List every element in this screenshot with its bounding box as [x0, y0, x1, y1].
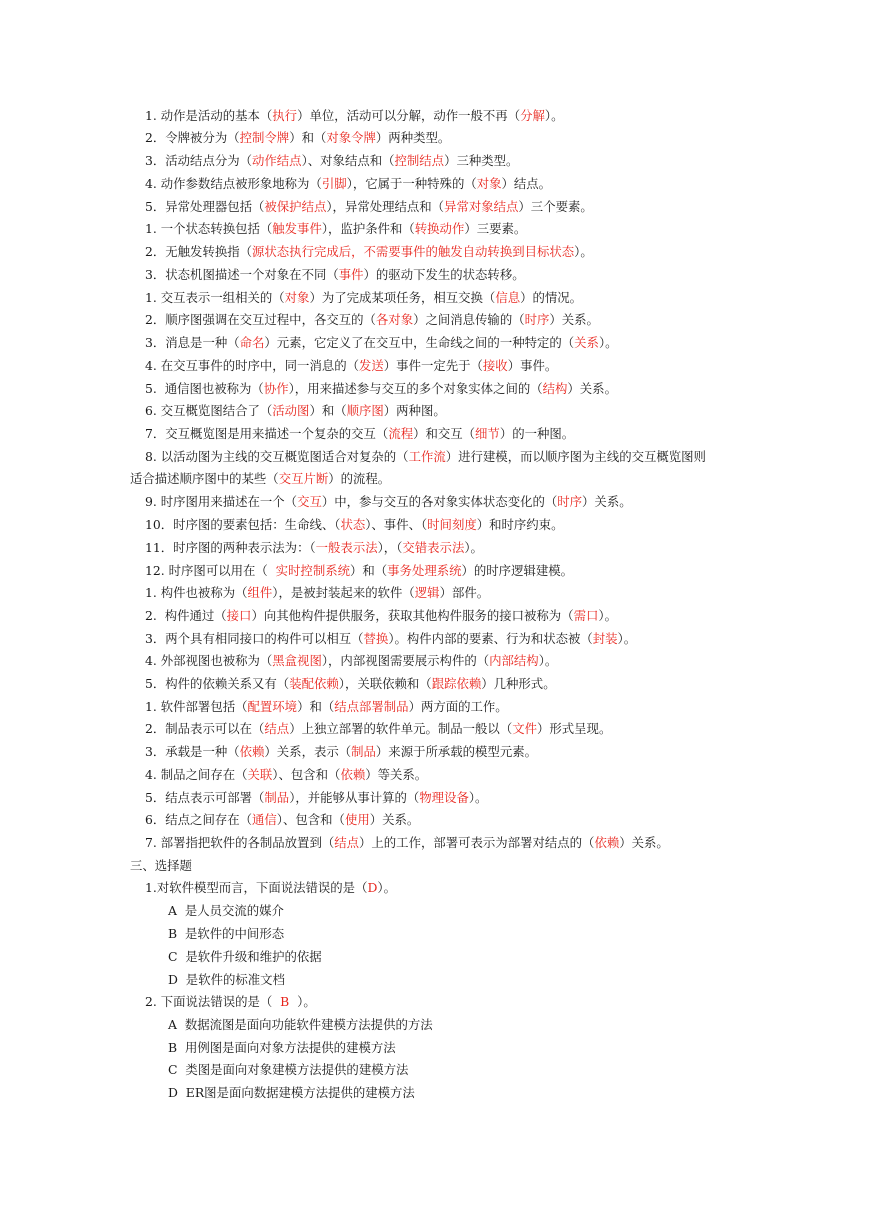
- answer-text: 实时控制系统: [275, 563, 350, 578]
- text-line: [168, 972, 285, 988]
- text-segment: ）。: [544, 108, 564, 123]
- answer-text: 替换: [363, 631, 389, 646]
- answer-text: 事务处理系统: [387, 563, 462, 578]
- answer-text: 转换动作: [414, 221, 465, 236]
- text-segment: ）。构件内部的要素、行为和状态被（: [388, 631, 593, 646]
- text-segment: ）和（: [289, 130, 327, 145]
- answer-text: 跟踪依赖: [431, 676, 482, 691]
- answer-text: 流程: [388, 426, 414, 441]
- text-line: [145, 199, 593, 215]
- text-segment: ），它属于一种特殊的（: [346, 176, 477, 191]
- answer-text: 动作结点: [252, 153, 302, 168]
- text-line: [145, 312, 599, 328]
- text-segment: ）两种图。: [383, 403, 446, 418]
- text-segment: 3．两个具有相同接口的构件可以相互（: [145, 631, 364, 646]
- text-segment: ），是被封装起来的软件（: [272, 585, 415, 600]
- text-line: [145, 699, 508, 715]
- answer-text: 配置环境: [247, 699, 298, 714]
- text-line: [145, 130, 450, 146]
- text-segment: ）的一种图。: [499, 426, 575, 441]
- text-line: [145, 812, 419, 828]
- answer-text: 时间刻度: [427, 517, 477, 532]
- answer-text: 物理设备: [419, 790, 469, 805]
- text-segment: ）单位，活动可以分解，动作一般不再（: [297, 108, 521, 123]
- text-line: [145, 540, 483, 556]
- answer-text: 交互: [297, 494, 322, 509]
- text-segment: 1. 动作是活动的基本（: [145, 108, 273, 123]
- answer-text: 组件: [247, 585, 273, 600]
- text-line: [145, 563, 573, 579]
- text-line: [145, 449, 706, 465]
- text-segment: 1. 一个状态转换包括（: [145, 221, 273, 236]
- text-line: [145, 494, 632, 510]
- text-segment: A 数据流图是面向功能软件建模方法提供的方法: [168, 1017, 433, 1032]
- text-segment: ）和（: [350, 563, 388, 578]
- text-segment: C 类图是面向对象建模方法提供的建模方法: [168, 1062, 409, 1077]
- answer-text: 顺序图: [346, 403, 384, 418]
- text-line: [168, 1085, 415, 1101]
- text-segment: ）两种类型。: [375, 130, 451, 145]
- text-line: [145, 403, 446, 419]
- answer-text: 制品: [264, 790, 290, 805]
- text-segment: 3．状态机图描述一个对象在不同（: [145, 267, 339, 282]
- text-segment: ）两方面的工作。: [408, 699, 508, 714]
- text-segment: ）之间消息传输的（: [413, 312, 525, 327]
- text-segment: 12. 时序图可以用在（: [145, 563, 276, 578]
- text-segment: ）。: [598, 608, 617, 623]
- answer-text: 引脚: [321, 176, 347, 191]
- text-segment: ），（: [377, 540, 403, 555]
- answer-text: 状态: [340, 517, 366, 532]
- text-segment: 三、选择题: [130, 858, 192, 873]
- answer-text: 制品: [351, 744, 376, 759]
- answer-text: 依赖: [594, 835, 620, 850]
- text-segment: D 是软件的标准文档: [168, 972, 285, 987]
- text-line: [168, 903, 284, 919]
- text-segment: ）三个要素。: [518, 199, 593, 214]
- text-segment: ）进行建模，而以顺序图为主线的交互概览图则: [445, 449, 706, 464]
- text-segment: 1. 构件也被称为（: [145, 585, 248, 600]
- text-segment: B 用例图是面向对象方法提供的建模方法: [168, 1040, 396, 1055]
- text-line: [145, 744, 537, 760]
- text-segment: 5．结点表示可部署（: [145, 790, 265, 805]
- answer-text: D: [367, 880, 378, 895]
- text-segment: 适合描述顺序图中的某些（: [130, 471, 279, 486]
- text-line: [145, 176, 551, 192]
- answer-text: 需口: [573, 608, 599, 623]
- text-segment: 7．交互概览图是用来描述一个复杂的交互（: [145, 426, 389, 441]
- text-segment: ）。: [377, 880, 396, 895]
- answer-text: 封装: [592, 631, 618, 646]
- text-segment: ）结点。: [501, 176, 552, 191]
- text-segment: C 是软件升级和维护的依据: [168, 949, 322, 964]
- text-segment: ）形式呈现。: [537, 721, 612, 736]
- text-line: [130, 471, 390, 487]
- text-line: [145, 676, 556, 692]
- answer-text: 文件: [512, 721, 537, 736]
- text-line: [168, 949, 322, 965]
- text-line: [145, 290, 582, 306]
- text-segment: ）部件。: [439, 585, 490, 600]
- text-segment: ）关系。: [582, 494, 632, 509]
- answer-text: 活动图: [272, 403, 310, 418]
- answer-text: B: [280, 994, 290, 1009]
- text-segment: ）。: [538, 653, 558, 668]
- text-segment: ）事件。: [507, 358, 558, 373]
- answer-text: 关联: [247, 767, 273, 782]
- text-segment: 9. 时序图用来描述在一个（: [145, 494, 298, 509]
- text-segment: ），内部视图需要展示构件的（: [321, 653, 490, 668]
- text-segment: ）和（: [297, 699, 335, 714]
- text-segment: ），异常处理结点和（: [326, 199, 445, 214]
- text-segment: 6．结点之间存在（: [145, 812, 253, 827]
- text-line: [145, 381, 617, 397]
- answer-text: 源状态执行完成后，不需要事件的触发自动转换到目标状态: [252, 244, 575, 259]
- text-segment: ）中，参与交互的各对象实体状态变化的（: [321, 494, 558, 509]
- answer-text: 依赖: [239, 744, 265, 759]
- text-segment: B 是软件的中间形态: [168, 926, 285, 941]
- text-segment: 2．令牌被分为（: [145, 130, 240, 145]
- answer-text: 分解: [520, 108, 545, 123]
- text-line: [145, 721, 611, 737]
- answer-text: 对象: [284, 290, 310, 305]
- text-line: [145, 335, 618, 351]
- text-segment: ）为了完成某项任务，相互交换（: [309, 290, 496, 305]
- answer-text: 被保护结点: [264, 199, 327, 214]
- text-segment: 1. 软件部署包括（: [145, 699, 248, 714]
- text-segment: ）关系。: [567, 381, 617, 396]
- answer-text: 结点: [334, 835, 360, 850]
- answer-text: 信息: [495, 290, 521, 305]
- text-segment: 2. 构件通过（: [145, 608, 227, 623]
- text-segment: 3．消息是一种（: [145, 335, 240, 350]
- text-line: [145, 631, 636, 647]
- text-segment: ）和时序约束。: [476, 517, 564, 532]
- text-line: [145, 426, 574, 442]
- text-segment: 2．无触发转换指（: [145, 244, 253, 259]
- answer-text: 交互片断: [278, 471, 329, 486]
- answer-text: 对象: [476, 176, 502, 191]
- text-line: [168, 1017, 433, 1033]
- text-segment: ）关系。: [369, 812, 420, 827]
- answer-text: 异常对象结点: [444, 199, 519, 214]
- text-segment: 5．异常处理器包括（: [145, 199, 265, 214]
- answer-text: 依赖: [340, 767, 366, 782]
- text-segment: 4. 外部视图也被称为（: [145, 653, 273, 668]
- text-segment: ），关联依赖和（: [338, 676, 432, 691]
- text-segment: ）。: [468, 790, 488, 805]
- text-segment: ）三种类型。: [444, 153, 519, 168]
- text-segment: 4. 动作参数结点被形象地称为（: [145, 176, 322, 191]
- answer-text: 协作: [263, 381, 289, 396]
- answer-text: 装配依赖: [289, 676, 339, 691]
- answer-text: 执行: [272, 108, 298, 123]
- text-segment: 4. 在交互事件的时序中，同一消息的（: [145, 358, 360, 373]
- text-segment: ）等关系。: [365, 767, 428, 782]
- answer-text: 时序: [524, 312, 550, 327]
- text-segment: ）三要素。: [464, 221, 527, 236]
- text-segment: ）关系。: [549, 312, 599, 327]
- answer-text: 对象令牌: [326, 130, 376, 145]
- text-segment: 7. 部署指把软件的各制品放置到（: [145, 835, 335, 850]
- text-segment: ）。: [289, 994, 316, 1009]
- answer-text: 接收: [482, 358, 508, 373]
- text-line: [145, 358, 557, 374]
- text-line: [145, 585, 489, 601]
- text-segment: ）、事件、（: [365, 517, 428, 532]
- text-segment: ）上独立部署的软件单元。制品一般以（: [289, 721, 513, 736]
- answer-text: 细节: [475, 426, 500, 441]
- text-segment: 2. 下面说法错误的是（: [145, 994, 281, 1009]
- text-segment: ）向其他构件提供服务，获取其他构件服务的接口被称为（: [251, 608, 574, 623]
- answer-text: 控制令牌: [239, 130, 290, 145]
- answer-text: 黑盒视图: [272, 653, 322, 668]
- text-line: [145, 267, 525, 283]
- text-segment: ）和交互（: [413, 426, 476, 441]
- text-segment: ）、包含和（: [276, 812, 345, 827]
- text-segment: 4. 制品之间存在（: [145, 767, 248, 782]
- text-segment: ）的时序逻辑建模。: [461, 563, 574, 578]
- text-line: [145, 221, 526, 237]
- answer-text: 发送: [359, 358, 384, 373]
- answer-text: 工作流: [408, 449, 446, 464]
- text-line: [145, 244, 593, 260]
- text-line: [145, 880, 396, 896]
- answer-text: 内部结构: [489, 653, 539, 668]
- text-segment: ）、包含和（: [272, 767, 341, 782]
- text-segment: A 是人员交流的媒介: [168, 903, 284, 918]
- text-segment: 3．承载是一种（: [145, 744, 240, 759]
- text-line: [168, 1040, 396, 1056]
- text-segment: ）。: [598, 335, 618, 350]
- answer-text: 逻辑: [414, 585, 440, 600]
- text-line: [145, 517, 563, 533]
- answer-text: 各对象: [375, 312, 414, 327]
- answer-text: 命名: [239, 335, 265, 350]
- text-segment: ）上的工作，部署可表示为部署对结点的（: [359, 835, 595, 850]
- text-segment: ）几种形式。: [481, 676, 556, 691]
- text-segment: 8. 以活动图为主线的交互概览图适合对复杂的（: [145, 449, 409, 464]
- text-segment: ）。: [464, 540, 483, 555]
- text-segment: 5．构件的依赖关系又有（: [145, 676, 290, 691]
- text-segment: 1.对软件模型而言，下面说法错误的是（: [145, 880, 368, 895]
- text-segment: ）关系。: [619, 835, 669, 850]
- answer-text: 时序: [557, 494, 583, 509]
- answer-text: 结构: [542, 381, 568, 396]
- text-segment: ）的驱动下发生的状态转移。: [363, 267, 525, 282]
- answer-text: 触发事件: [272, 221, 322, 236]
- text-line: [145, 108, 563, 124]
- text-segment: 5. 通信图也被称为（: [145, 381, 264, 396]
- answer-text: 接口: [226, 608, 252, 623]
- text-line: [130, 858, 192, 874]
- text-segment: ），用来描述参与交互的多个对象实体之间的（: [288, 381, 543, 396]
- text-segment: D ER图是面向数据建模方法提供的建模方法: [168, 1085, 415, 1100]
- answer-text: 关系: [574, 335, 599, 350]
- text-segment: ）和（: [309, 403, 347, 418]
- text-segment: ）。: [574, 244, 593, 259]
- answer-text: 一般表示法: [315, 540, 378, 555]
- text-line: [145, 835, 669, 851]
- text-segment: ）的情况。: [520, 290, 583, 305]
- answer-text: 控制结点: [394, 153, 445, 168]
- text-segment: 2．顺序图强调在交互过程中，各交互的（: [145, 312, 376, 327]
- text-line: [168, 926, 284, 942]
- text-segment: ）关系，表示（: [264, 744, 352, 759]
- text-segment: 1. 交互表示一组相关的（: [145, 290, 285, 305]
- text-segment: ）来源于所承载的模型元素。: [375, 744, 537, 759]
- answer-text: 通信: [252, 812, 277, 827]
- answer-text: 事件: [338, 267, 364, 282]
- text-segment: ）的流程。: [328, 471, 391, 486]
- text-segment: 10．时序图的要素包括：生命线、（: [145, 517, 341, 532]
- text-segment: 11．时序图的两种表示法为：（: [145, 540, 316, 555]
- text-line: [145, 653, 557, 669]
- answer-text: 结点: [264, 721, 290, 736]
- text-segment: ）事件一定先于（: [383, 358, 483, 373]
- text-line: [168, 1062, 408, 1078]
- answer-text: 使用: [344, 812, 370, 827]
- answer-text: 结点部署制品: [334, 699, 409, 714]
- text-line: [145, 767, 427, 783]
- answer-text: 交错表示法: [402, 540, 465, 555]
- text-segment: ），并能够从事计算的（: [289, 790, 420, 805]
- text-segment: 6. 交互概览图结合了（: [145, 403, 273, 418]
- text-segment: ），监护条件和（: [321, 221, 415, 236]
- text-line: [145, 608, 617, 624]
- text-line: [145, 790, 487, 806]
- text-segment: ）。: [617, 631, 637, 646]
- text-segment: 3．活动结点分为（: [145, 153, 253, 168]
- text-segment: 2．制品表示可以在（: [145, 721, 265, 736]
- text-line: [145, 153, 518, 169]
- text-segment: ）、对象结点和（: [301, 153, 395, 168]
- text-segment: ）元素，它定义了在交互中，生命线之间的一种特定的（: [264, 335, 575, 350]
- text-line: [145, 994, 316, 1010]
